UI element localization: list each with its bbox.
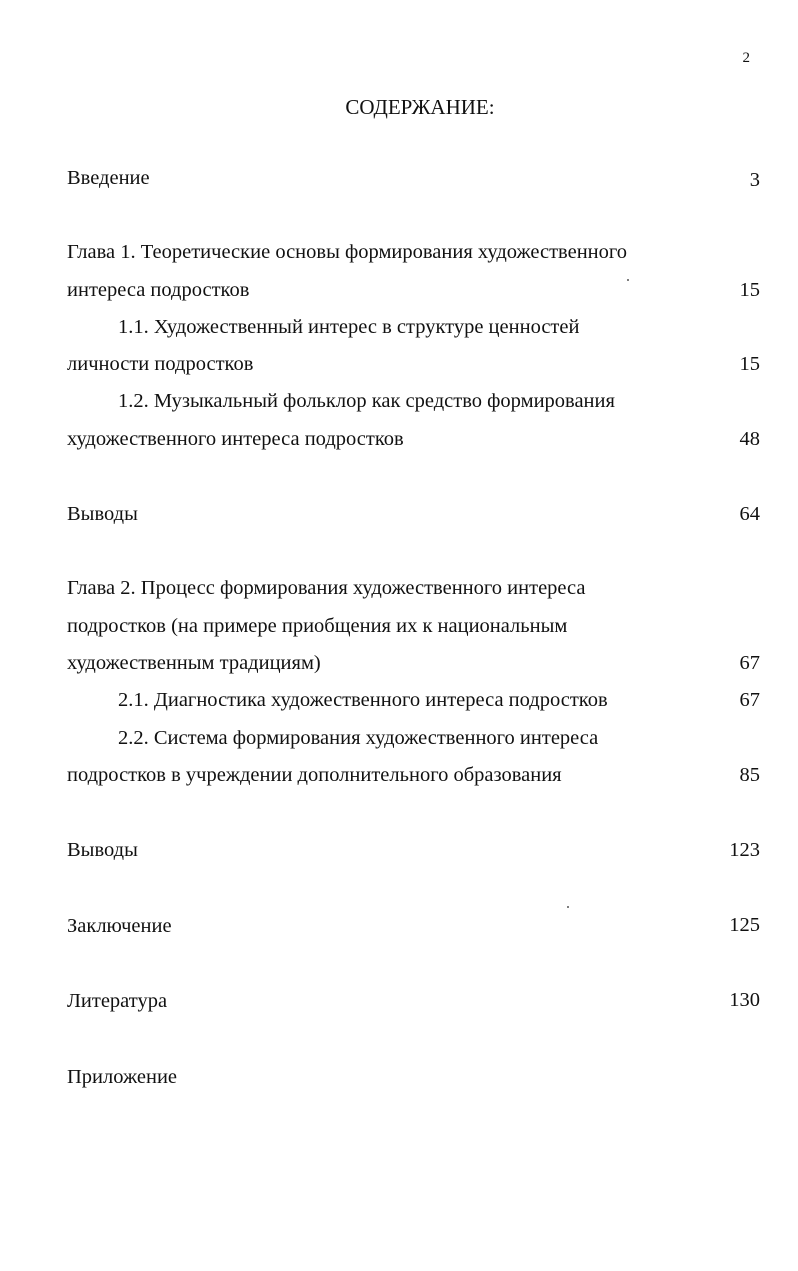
toc-literature-title: Литература: [67, 990, 168, 1012]
toc-s22-line1: 2.2. Система формирования художественного интереса: [118, 727, 599, 749]
toc-conc1-title: Выводы: [67, 503, 138, 525]
toc-ch2-line2: подростков (на примере приобщения их к национальным: [67, 615, 568, 637]
toc-s12-page: 48: [739, 428, 760, 450]
toc-ch2-line3: художественным традициям): [67, 652, 321, 674]
toc-ch1-line2: интереса подростков: [67, 279, 250, 301]
page-title: СОДЕРЖАНИЕ:: [345, 95, 495, 119]
toc-s12-line1: 1.2. Музыкальный фольклор как средство формирования: [118, 390, 615, 412]
toc-s21-title: 2.1. Диагностика художественного интереса подростков: [118, 689, 608, 711]
toc-conc2-title: Выводы: [67, 839, 138, 861]
toc-intro-title: Введение: [67, 167, 150, 189]
toc-ch2-line1: Глава 2. Процесс формирования художественного интереса: [67, 577, 586, 599]
toc-ch2-page: 67: [739, 652, 760, 674]
toc-intro-page: 3: [749, 169, 760, 191]
toc-s11-line1: 1.1. Художественный интерес в структуре ценностей: [118, 316, 580, 338]
toc-conc2-page: 123: [729, 839, 760, 861]
scan-speck: [627, 279, 629, 281]
toc-ch1-page: 15: [739, 279, 760, 301]
toc-appendix-title: Приложение: [67, 1066, 178, 1088]
toc-conclusion-page: 125: [729, 914, 760, 936]
scan-speck: [567, 906, 569, 908]
toc-s22-page: 85: [739, 764, 760, 786]
toc-conc1-page: 64: [739, 503, 760, 525]
toc-s11-line2: личности подростков: [67, 353, 254, 375]
toc-s21-page: 67: [739, 689, 760, 711]
toc-ch1-line1: Глава 1. Теоретические основы формирования художественного: [67, 241, 628, 263]
toc-literature-page: 130: [729, 989, 760, 1011]
toc-conclusion-title: Заключение: [67, 915, 172, 937]
page-number: 2: [742, 50, 750, 66]
toc-s12-line2: художественного интереса подростков: [67, 428, 404, 450]
toc-s22-line2: подростков в учреждении дополнительного образования: [67, 764, 562, 786]
toc-s11-page: 15: [739, 353, 760, 375]
